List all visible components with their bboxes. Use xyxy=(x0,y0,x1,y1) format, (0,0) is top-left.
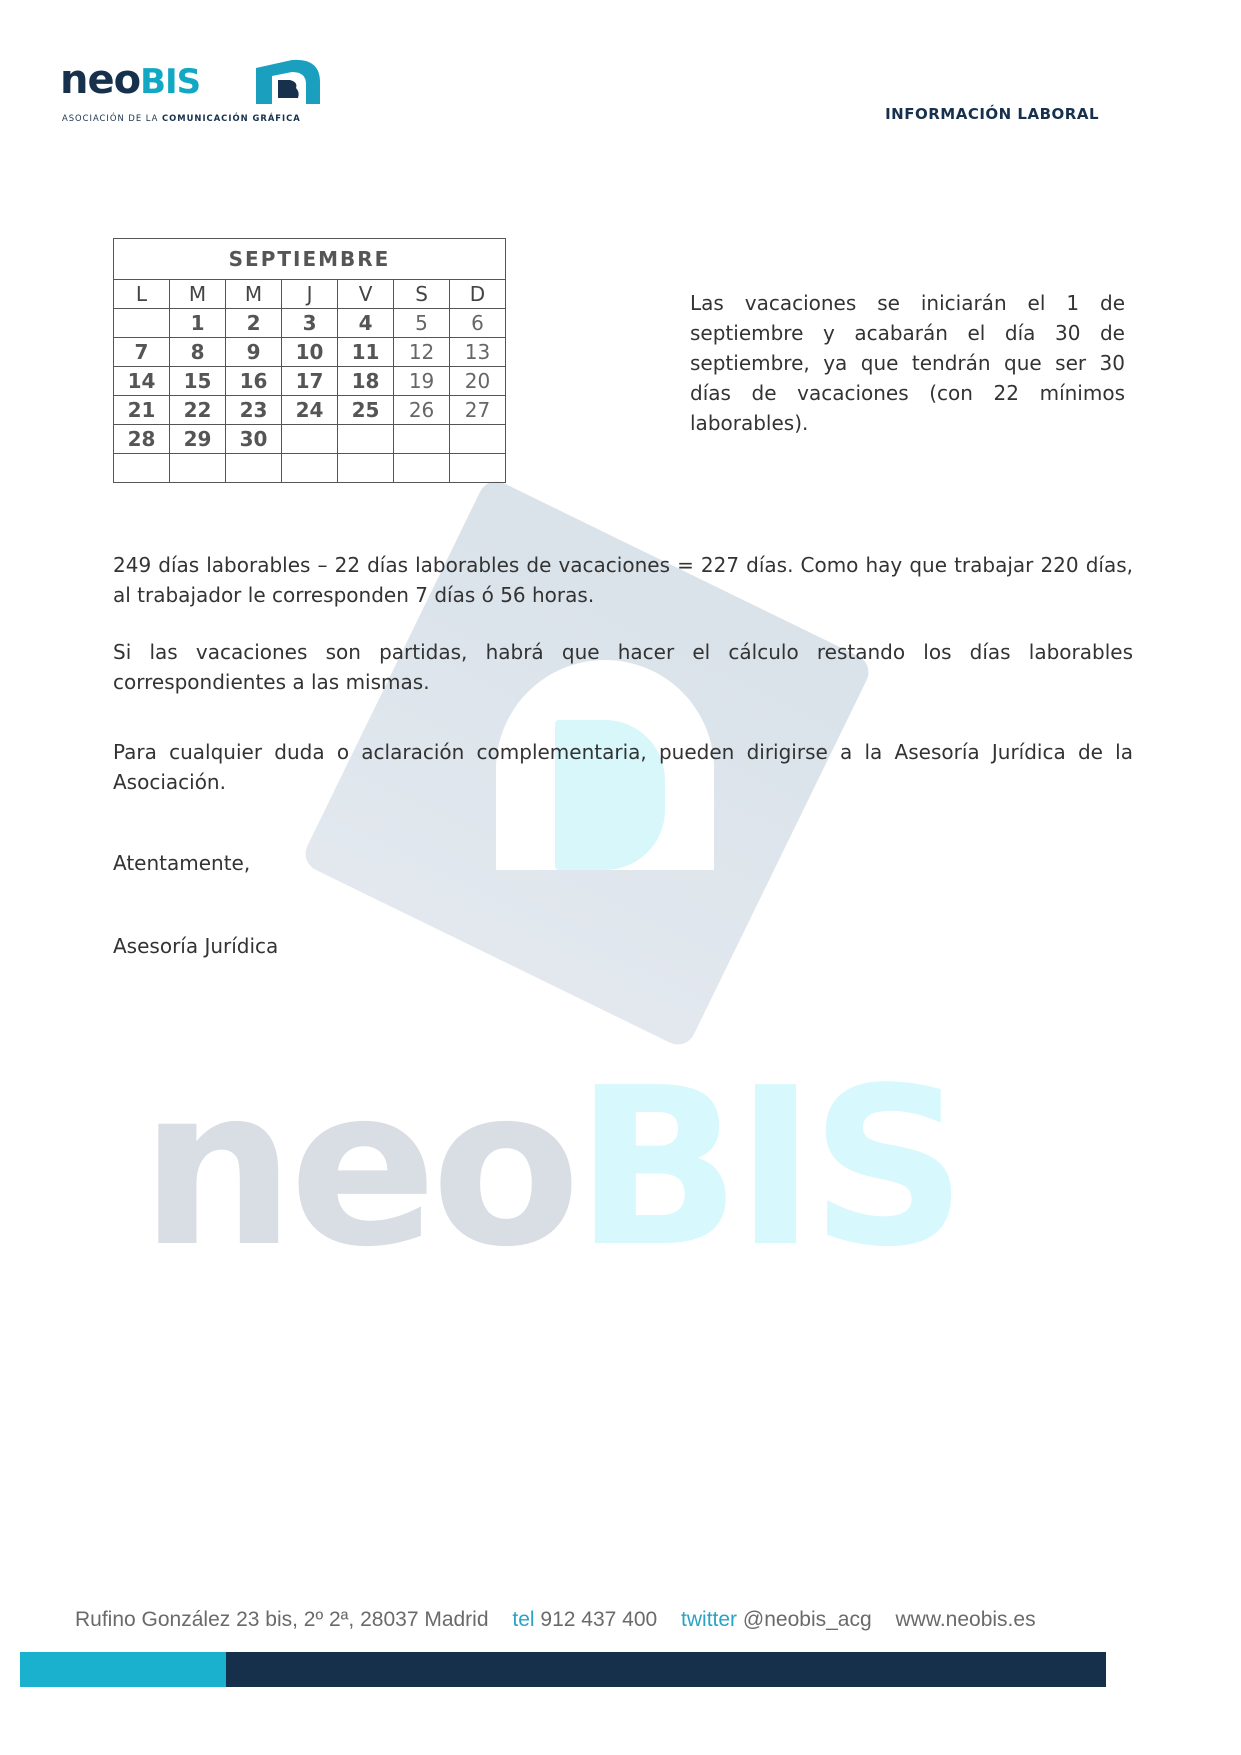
calendar-week xyxy=(114,367,506,396)
calendar-day: 23 xyxy=(226,396,282,425)
calendar-day: 27 xyxy=(450,396,506,425)
weekday-header: S xyxy=(394,280,450,309)
neobis-logo xyxy=(60,57,330,130)
calendar-day xyxy=(170,454,226,483)
calendar-week xyxy=(114,309,506,338)
calendar-day: 29 xyxy=(170,425,226,454)
calendar-day: 9 xyxy=(226,338,282,367)
footer-twitter[interactable]: @neobis_acg xyxy=(742,1608,872,1631)
calendar-day: 18 xyxy=(338,367,394,396)
footer-twitter-label: twitter xyxy=(681,1608,738,1631)
calendar-week xyxy=(114,454,506,483)
calendar-day: 2 xyxy=(226,309,282,338)
logo-b-icon xyxy=(252,58,324,106)
calendar-day xyxy=(450,454,506,483)
calendar-day xyxy=(450,425,506,454)
calendar-day: 20 xyxy=(450,367,506,396)
section-label: INFORMACIÓN LABORAL xyxy=(885,105,1099,123)
calendar-day: 12 xyxy=(394,338,450,367)
calendar-day: 3 xyxy=(282,309,338,338)
calendar-day xyxy=(114,454,170,483)
calendar-day: 1 xyxy=(170,309,226,338)
weekday-header: L xyxy=(114,280,170,309)
calendar-day xyxy=(394,454,450,483)
calendar-day: 11 xyxy=(338,338,394,367)
calendar-day: 25 xyxy=(338,396,394,425)
footer-tel: 912 437 400 xyxy=(540,1608,658,1631)
calendar-day: 16 xyxy=(226,367,282,396)
paragraph-contact: Para cualquier duda o aclaración complementaria, pueden dirigirse a la Asesoría Jurídica de la Asociación. xyxy=(113,740,1133,794)
paragraph-split-vacation: Si las vacaciones son partidas, habrá que hacer el cálculo restando los días laborables correspondientes a las mismas. xyxy=(113,640,1133,694)
watermark-wordmark: neoBIS xyxy=(140,1042,962,1295)
calendar-day: 4 xyxy=(338,309,394,338)
calendar-day xyxy=(226,454,282,483)
calendar-day xyxy=(282,425,338,454)
calendar-day xyxy=(282,454,338,483)
calendar-week xyxy=(114,338,506,367)
calendar-day: 28 xyxy=(114,425,170,454)
calendar-day: 7 xyxy=(114,338,170,367)
paragraph-calculation: 249 días laborables – 22 días laborables de vacaciones = 227 días. Como hay que trabajar 220 días, al trabajador le corresponden 7 días ó 56 horas. xyxy=(113,553,1133,607)
calendar-day xyxy=(394,425,450,454)
calendar-day: 24 xyxy=(282,396,338,425)
calendar-day xyxy=(114,309,170,338)
logo-wordmark: neoBIS xyxy=(60,57,201,103)
calendar-day: 14 xyxy=(114,367,170,396)
calendar-day: 19 xyxy=(394,367,450,396)
calendar-day: 17 xyxy=(282,367,338,396)
calendar-week xyxy=(114,425,506,454)
calendar-week xyxy=(114,396,506,425)
weekday-header: M xyxy=(170,280,226,309)
calendar-day: 15 xyxy=(170,367,226,396)
calendar-day: 21 xyxy=(114,396,170,425)
weekday-header: M xyxy=(226,280,282,309)
calendar-day: 5 xyxy=(394,309,450,338)
weekday-header: D xyxy=(450,280,506,309)
calendar-day: 26 xyxy=(394,396,450,425)
signature: Asesoría Jurídica xyxy=(113,934,279,958)
calendar-day: 30 xyxy=(226,425,282,454)
september-calendar xyxy=(113,238,506,483)
calendar-day: 6 xyxy=(450,309,506,338)
footer-bar-navy xyxy=(226,1652,1106,1687)
footer-tel-label: tel xyxy=(512,1608,535,1631)
closing: Atentamente, xyxy=(113,851,251,875)
footer-website[interactable]: www.neobis.es xyxy=(895,1608,1036,1631)
calendar-day: 8 xyxy=(170,338,226,367)
weekday-header: V xyxy=(338,280,394,309)
calendar-body xyxy=(114,280,506,483)
calendar-day xyxy=(338,454,394,483)
calendar-day xyxy=(338,425,394,454)
footer-contact xyxy=(75,1608,1036,1632)
calendar-day: 13 xyxy=(450,338,506,367)
vacation-note: Las vacaciones se iniciarán el 1 de septiembre y acabarán el día 30 de septiembre, ya que tendrán que ser 30 días de vacaciones (con 22 mínimos laborables). xyxy=(690,291,1125,435)
footer-bar-cyan xyxy=(20,1652,226,1687)
calendar-month: SEPTIEMBRE xyxy=(114,239,506,280)
weekday-header: J xyxy=(282,280,338,309)
logo-tagline: ASOCIACIÓN DE LA COMUNICACIÓN GRÁFICA xyxy=(62,113,301,123)
calendar-day: 22 xyxy=(170,396,226,425)
calendar-day: 10 xyxy=(282,338,338,367)
footer-address: Rufino González 23 bis, 2º 2ª, 28037 Madrid xyxy=(75,1608,489,1631)
